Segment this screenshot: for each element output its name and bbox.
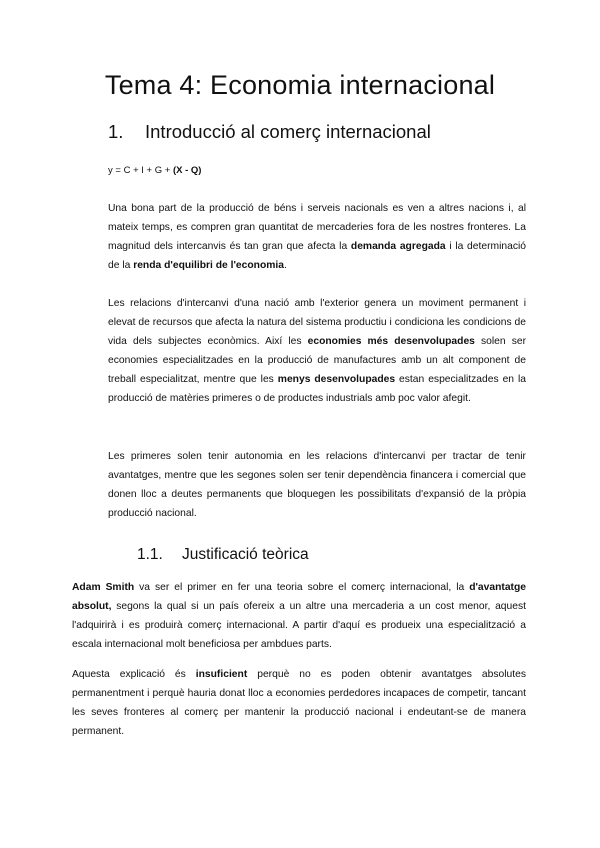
equation [108, 165, 201, 176]
emphasis: menys desenvolupades [277, 374, 396, 385]
equation-plain: y = C + I + G + [108, 165, 173, 176]
text: estan especialitzades en la producció de matèries primeres o de productes industrials amb poc valor afegit. [108, 374, 527, 404]
emphasis: demanda agregada [350, 241, 446, 252]
emphasis: Adam Smith [72, 582, 135, 593]
emphasis: d'avantatge absolut, [72, 582, 526, 612]
section-heading-1-1 [137, 546, 309, 564]
section-number: 1.1. [137, 546, 163, 563]
page-title: Tema 4: Economia internacional [104, 70, 496, 100]
text: . [284, 260, 287, 271]
text: segons la qual si un país ofereix a un altre una mercaderia a un cost menor, aquest l'adquirirà i es produirà comerç internacional. A partir d'aquí es produeix una especialització a escala internacional molt beneficiosa per ambdues parts. [72, 601, 526, 650]
emphasis: economies més desenvolupades [307, 336, 475, 347]
text: solen ser economies especialitzades en la producció de manufactures amb un alt component de treball especialitzat, mentre que les [108, 336, 526, 385]
paragraph-4 [72, 578, 526, 654]
emphasis: renda d'equilibri de l'economia [133, 260, 285, 271]
text: Una bona part de la producció de béns i serveis nacionals es ven a altres nacions i, al mateix temps, es compren gran quantitat de mercaderies fora de les nostres fronteres. La magnitud dels intercanvis és tan gran que afecta la [108, 203, 526, 252]
section-heading-1 [108, 121, 431, 143]
paragraph-3 [108, 447, 526, 523]
paragraph-5 [72, 665, 526, 741]
text: Aquesta explicació és [72, 669, 196, 680]
text: va ser el primer en fer una teoria sobre el comerç internacional, la [134, 582, 470, 593]
section-title: Introducció al comerç internacional [145, 121, 431, 142]
text: Les relacions d'intercanvi d'una nació amb l'exterior genera un moviment permanent i elevat de recursos que afecta la natura del sistema productiu i condiciona les condicions de vida dels subjectes econòmics. Així les [108, 298, 526, 347]
paragraph-1 [108, 199, 526, 275]
section-number: 1. [108, 121, 124, 142]
equation-bold: (X - Q) [172, 165, 202, 176]
text: i la determinació de la [108, 241, 526, 271]
emphasis: insuficient [195, 669, 248, 680]
paragraph-2 [108, 294, 526, 408]
text: Les primeres solen tenir autonomia en les relacions d'intercanvi per tractar de tenir avantatges, mentre que les segones solen ser tenir dependència financera i comercial que donen lloc a deutes permanents que bloquegen les possibilitats d'expansió de la pròpia producció nacional. [108, 451, 526, 519]
section-title: Justificació teòrica [182, 546, 309, 563]
text: perquè no es poden obtenir avantatges absolutes permanentment i perquè hauria donat lloc a economies perdedores incapaces de competir, tancant les seves fronteres al comerç per mantenir la producció nacional i endeutant-se de manera permanent. [72, 669, 526, 737]
